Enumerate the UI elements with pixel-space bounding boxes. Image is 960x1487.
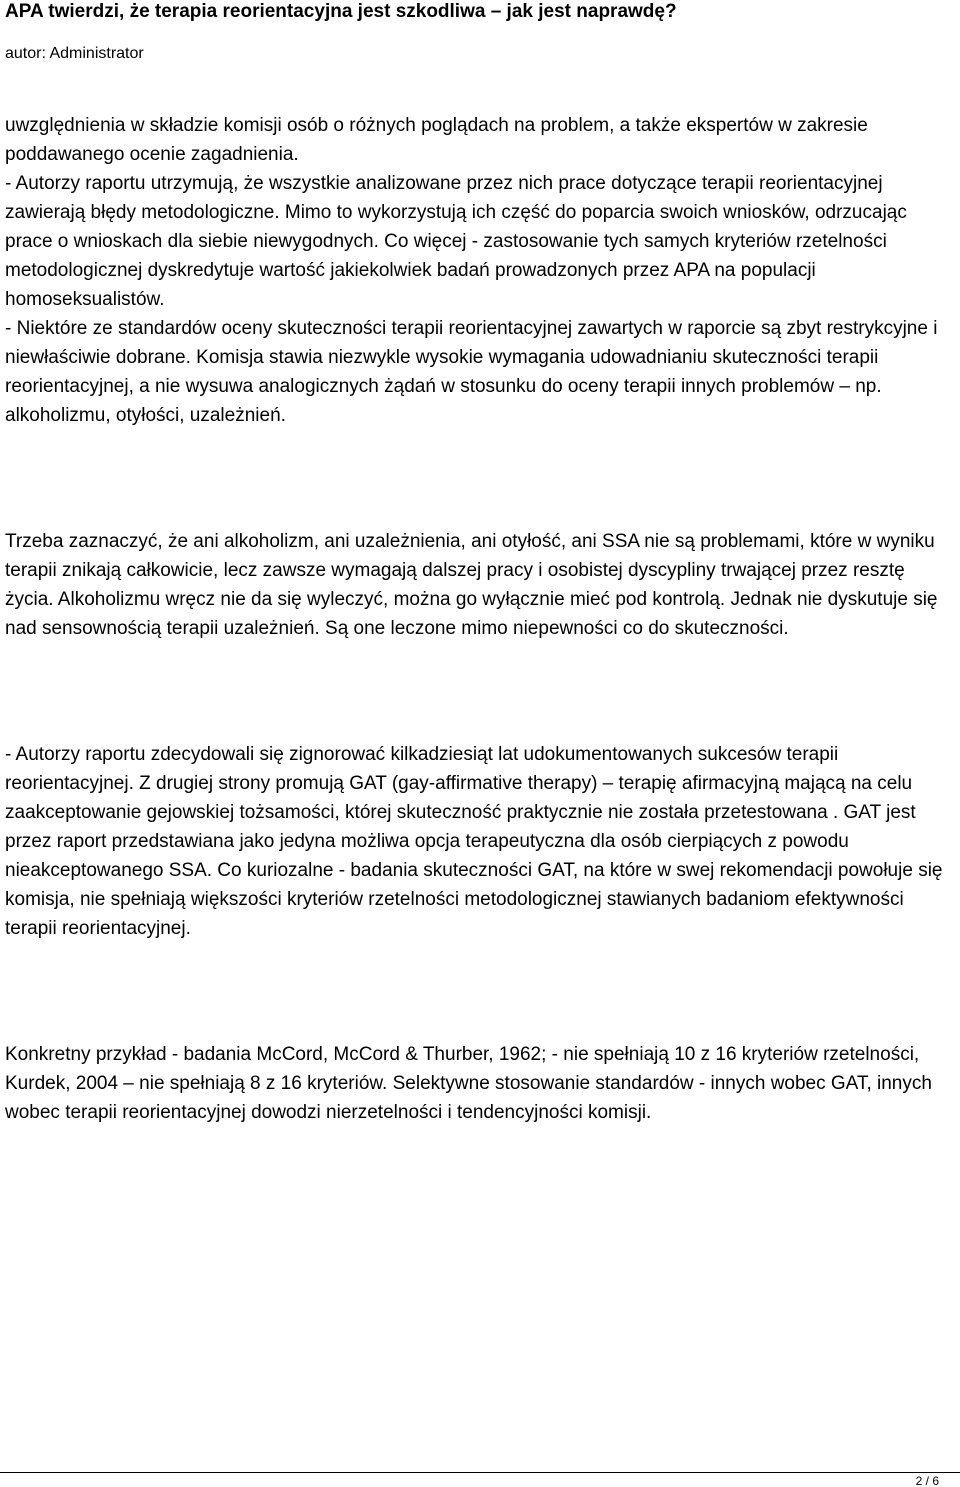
paragraph: Trzeba zaznaczyć, że ani alkoholizm, ani uzależnienia, ani otyłość, ani SSA nie są problemami, które w wyniku terapii znikają całkowicie, lecz zawsze wymagają dalszej pracy i osobistej dyscypliny trwającej przez resztę życia. Alkoholizmu wręcz nie da się wyleczyć, można go wyłącznie mieć pod kontrolą. Jednak nie dyskutuje się nad sensownością terapii uzależnień. Są one leczone mimo niepewności co do skuteczności. <box>5 531 938 639</box>
page-number: 2 / 6 <box>915 1476 939 1487</box>
document-title: APA twierdzi, że terapia reorientacyjna jest szkodliwa – jak jest naprawdę? <box>5 1 677 22</box>
document-body <box>5 111 955 1127</box>
paragraph: Konkretny przykład - badania McCord, McCord & Thurber, 1962; - nie spełniają 10 z 16 kryteriów rzetelności, Kurdek, 2004 – nie spełniają 8 z 16 kryteriów. Selektywne stosowanie standardów - innych wobec GAT, innych wobec terapii reorientacyjnej dowodzi nierzetelności i tendencyjności komisji. <box>5 1044 932 1123</box>
author-line: autor: Administrator <box>5 45 144 62</box>
paragraph: - Autorzy raportu zdecydowali się zignorować kilkadziesiąt lat udokumentowanych sukcesów terapii reorientacyjnej. Z drugiej strony promują GAT (gay-affirmative therapy) – terapię afirmacyjną mającą na celu zaakceptowanie gejowskiej tożsamości, której skuteczność praktycznie nie została przetestowana . GAT jest przez raport przedstawiana jako jedyna możliwa opcja terapeutyczna dla osób cierpiących z powodu nieakceptowanego SSA. Co kuriozalne - badania skuteczności GAT, na które w swej rekomendacji powołuje się komisja, nie spełniają większości kryteriów rzetelności metodologicznej stawianych badaniom efektywności terapii reorientacyjnej. <box>5 744 943 939</box>
page-header <box>5 0 955 64</box>
paragraph: uwzględnienia w składzie komisji osób o różnych poglądach na problem, a także ekspertów w zakresie poddawanego ocenie zagadnienia. - Autorzy raportu utrzymują, że wszystkie analizowane przez nich prace dotyczące terapii reorientacyjnej zawierają błędy metodologiczne. Mimo to wykorzystują ich część do poparcia swoich wniosków, odrzucając prace o wnioskach dla siebie niewygodnych. Co więcej - zastosowanie tych samych kryteriów rzetelności metodologicznej dyskredytuje wartość jakiekolwiek badań prowadzonych przez APA na populacji homoseksualistów. - Niektóre ze standardów oceny skuteczności terapii reorientacyjnej zawartych w raporcie są zbyt restrykcyjne i niewłaściwie dobrane. Komisja stawia niezwykle wysokie wymagania udowadnianiu skuteczności terapii reorientacyjnej, a nie wysuwa analogicznych żądań w stosunku do oceny terapii innych problemów – np. alkoholizmu, otyłości, uzależnień. <box>5 115 938 426</box>
footer-divider <box>0 1472 960 1473</box>
